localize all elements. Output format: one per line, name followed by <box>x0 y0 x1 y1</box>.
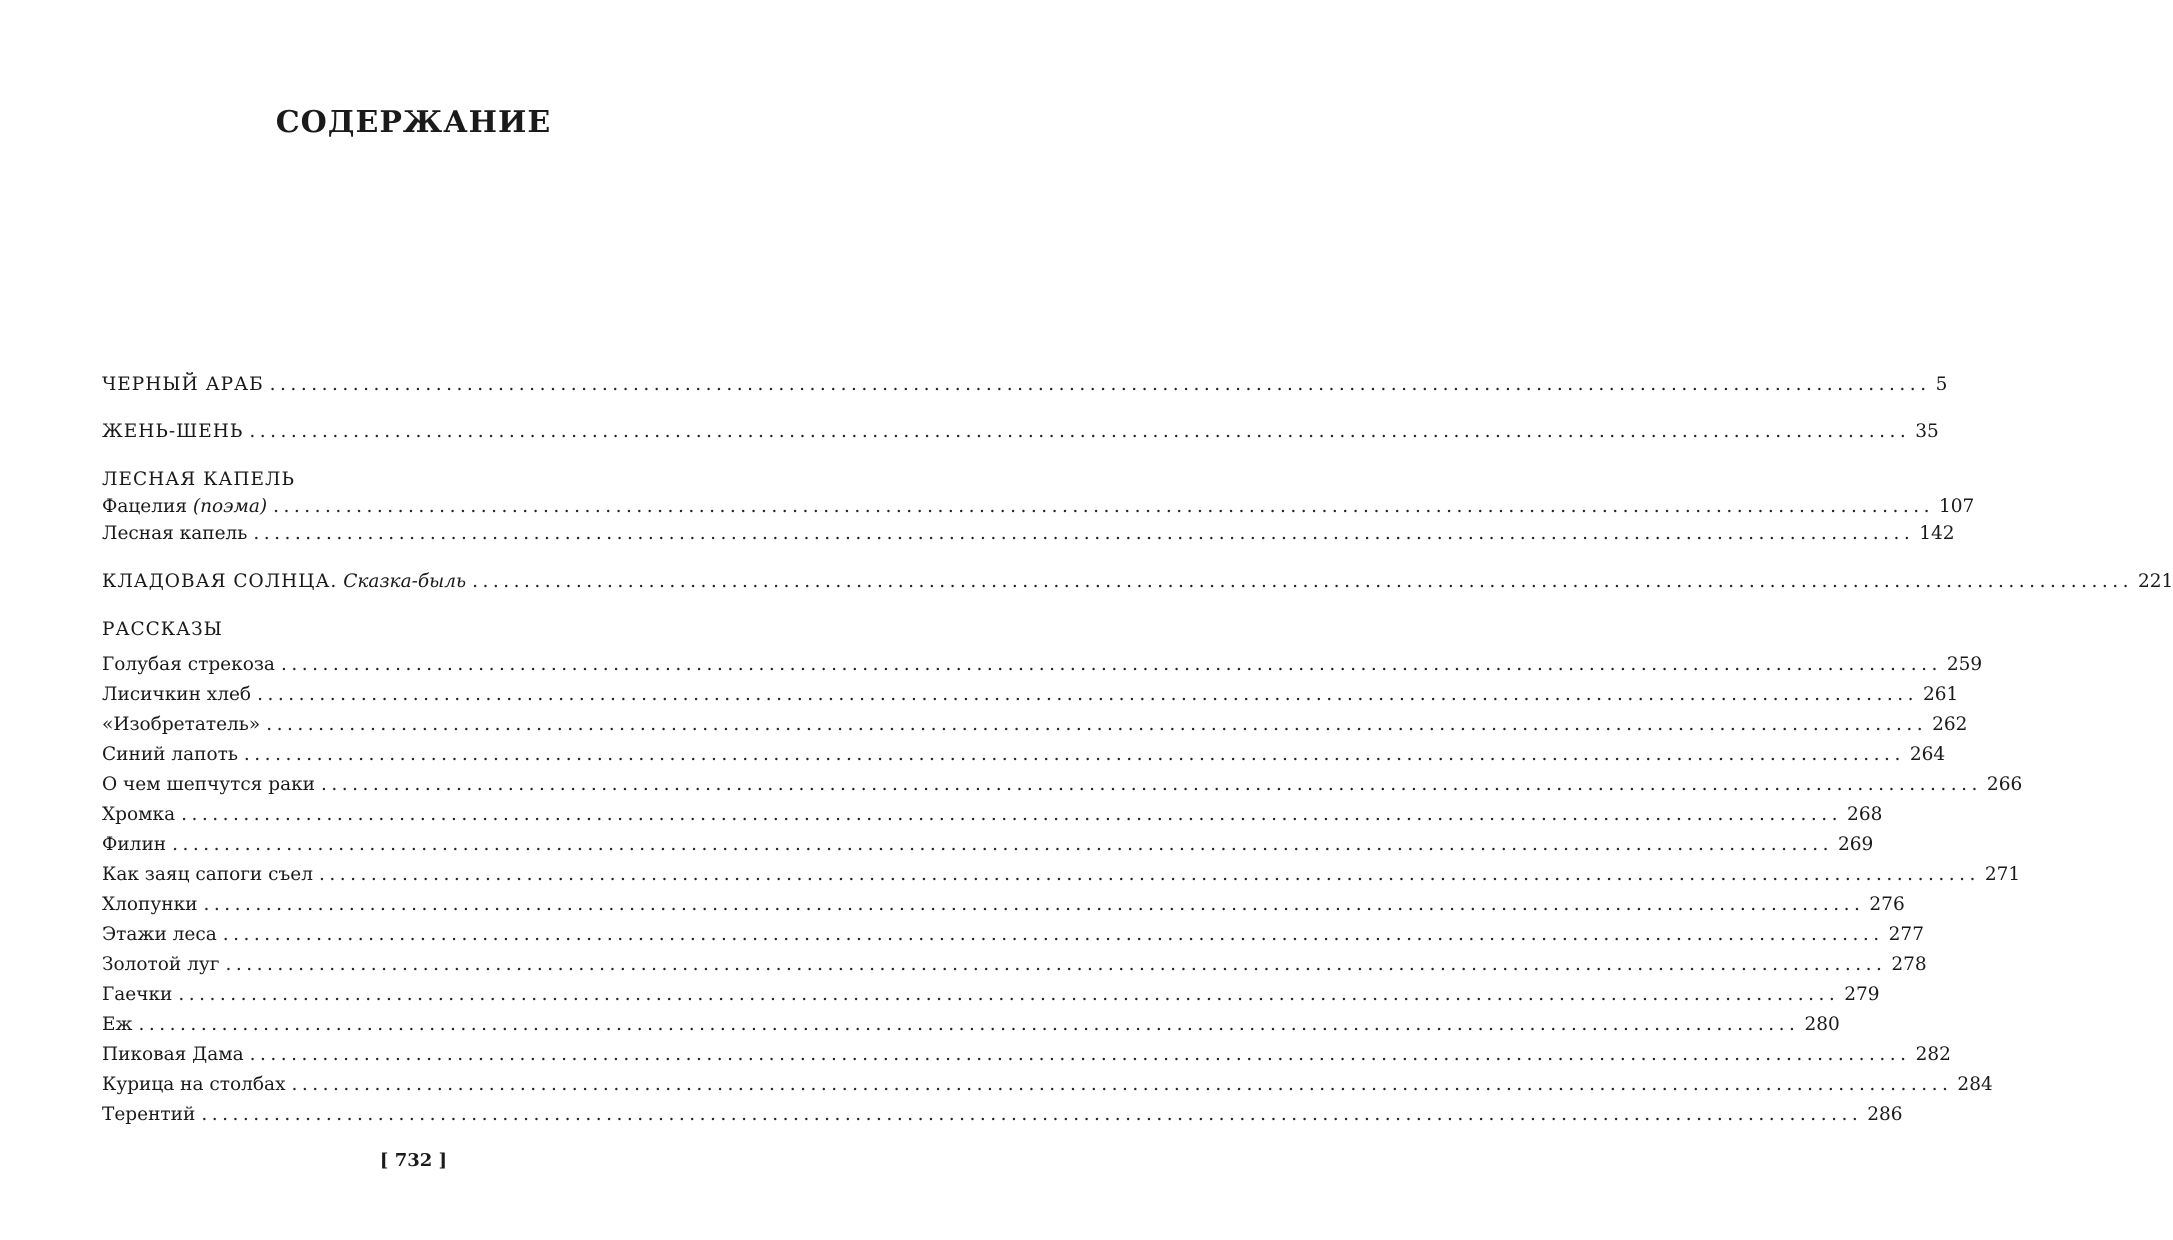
page-title: СОДЕРЖАНИЕ <box>275 105 552 140</box>
leader-dots: ................................................................................................................................................................ <box>269 374 1931 395</box>
toc-entry-label: Лесная капель <box>102 523 248 544</box>
toc-entry-story[interactable] <box>102 1102 1903 1128</box>
toc-entry-page: 286 <box>1867 1104 1903 1125</box>
toc-entry-page: 277 <box>1888 924 1924 945</box>
toc-entry-label: Филин <box>102 834 167 855</box>
leader-dots: ................................................................................................................................................................ <box>181 804 1843 825</box>
toc-entry-page: 35 <box>1915 421 1939 442</box>
leader-dots: ................................................................................................................................................................ <box>138 1014 1800 1035</box>
toc-entry-label: Голубая стрекоза <box>102 654 275 675</box>
toc-entry-story[interactable] <box>102 982 1880 1008</box>
toc-entry-label: Терентий <box>102 1104 196 1125</box>
leader-dots: ................................................................................................................................................................ <box>203 894 1865 915</box>
leader-dots: ................................................................................................................................................................ <box>249 1044 1911 1065</box>
page-number: [ 732 ] <box>379 1150 448 1171</box>
leader-dots: ................................................................................................................................................................ <box>280 654 1942 675</box>
leader-dots: ................................................................................................................................................................ <box>266 714 1928 735</box>
toc-entry-label: ЖЕНЬ-ШЕНЬ <box>102 421 244 442</box>
toc-entry-zhen-shen[interactable] <box>102 419 1939 445</box>
toc-entry-story[interactable] <box>102 892 1905 918</box>
toc-entry-phacelia[interactable] <box>102 494 1975 520</box>
toc-entry-story[interactable] <box>102 1042 1951 1068</box>
toc-entry-sun-pantry[interactable] <box>102 569 2173 595</box>
toc-entry-page: 221 <box>2138 571 2173 592</box>
toc-entry-page: 271 <box>1984 864 2021 885</box>
toc-entry-title: Фацелия <box>102 496 187 517</box>
toc-entry-story[interactable] <box>102 1072 1993 1098</box>
toc-entry-story[interactable] <box>102 832 1874 858</box>
toc-entry-label <box>102 494 267 520</box>
toc-entry-label: Курица на столбах <box>102 1074 286 1095</box>
toc-entry-label: Гаечки <box>102 984 173 1005</box>
toc-entry-label: «Изобретатель» <box>102 714 261 735</box>
toc-entry-story[interactable] <box>102 652 1983 678</box>
toc-entry-page: 279 <box>1844 984 1880 1005</box>
toc-entry-story[interactable] <box>102 712 1968 738</box>
leader-dots: ................................................................................................................................................................ <box>257 684 1918 705</box>
toc-entry-page: 262 <box>1932 714 1968 735</box>
toc-entry-label: О чем шепчутся раки <box>102 774 316 795</box>
leader-dots: ................................................................................................................................................................ <box>249 421 1911 442</box>
section-heading-stories: РАССКАЗЫ <box>102 619 223 640</box>
toc-entry-label: Еж <box>102 1014 133 1035</box>
toc-entry-title: КЛАДОВАЯ СОЛНЦА. <box>102 571 338 592</box>
leader-dots: ................................................................................................................................................................ <box>273 496 1934 517</box>
toc-entry-label <box>102 569 466 595</box>
toc-entry-black-arab[interactable] <box>102 372 1948 398</box>
toc-entry-label: ЧЕРНЫЙ АРАБ <box>102 374 264 395</box>
toc-entry-page: 261 <box>1922 684 1959 705</box>
leader-dots: ................................................................................................................................................................ <box>178 984 1840 1005</box>
leader-dots: ................................................................................................................................................................ <box>243 744 1905 765</box>
leader-dots: ................................................................................................................................................................ <box>225 954 1887 975</box>
toc-entry-page: 142 <box>1919 523 1955 544</box>
toc-entry-page: 259 <box>1946 654 1983 675</box>
toc-entry-story[interactable] <box>102 682 1959 708</box>
toc-entry-label: Этажи леса <box>102 924 217 945</box>
toc-entry-page: 264 <box>1909 744 1946 765</box>
toc-entry-page: 284 <box>1957 1074 1993 1095</box>
toc-entry-page: 5 <box>1935 374 1948 395</box>
toc-entry-story[interactable] <box>102 802 1883 828</box>
toc-entry-label: Хлопунки <box>102 894 198 915</box>
section-heading-forest-drop: ЛЕСНАЯ КАПЕЛЬ <box>102 469 295 490</box>
toc-entry-story[interactable] <box>102 1012 1840 1038</box>
leader-dots: ................................................................................................................................................................ <box>253 523 1915 544</box>
toc-entry-label: Лисичкин хлеб <box>102 684 252 705</box>
toc-entry-page: 276 <box>1869 894 1905 915</box>
toc-entry-label: Пиковая Дама <box>102 1044 244 1065</box>
toc-entry-page: 280 <box>1804 1014 1840 1035</box>
toc-entry-note: Сказка-быль <box>343 571 467 592</box>
toc-entry-story[interactable] <box>102 772 2023 798</box>
toc-entry-label: Синий лапоть <box>102 744 238 765</box>
leader-dots: ................................................................................................................................................................ <box>201 1104 1863 1125</box>
toc-entry-story[interactable] <box>102 742 1946 768</box>
toc-entry-page: 278 <box>1891 954 1927 975</box>
toc-entry-page: 266 <box>1986 774 2023 795</box>
leader-dots: ................................................................................................................................................................ <box>318 864 1980 885</box>
toc-entry-note: (поэма) <box>192 496 268 517</box>
toc-entry-label: Золотой луг <box>102 954 220 975</box>
toc-entry-page: 282 <box>1915 1044 1951 1065</box>
toc-entry-page: 269 <box>1838 834 1874 855</box>
toc-entry-label: Как заяц сапоги съел <box>102 864 313 885</box>
leader-dots: ................................................................................................................................................................ <box>172 834 1834 855</box>
toc-entry-page: 268 <box>1847 804 1883 825</box>
leader-dots: ................................................................................................................................................................ <box>472 571 2133 592</box>
toc-entry-forest-drop[interactable] <box>102 521 1955 547</box>
toc-entry-story[interactable] <box>102 862 2021 888</box>
toc-entry-page: 107 <box>1939 496 1975 517</box>
toc-entry-story[interactable] <box>102 952 1927 978</box>
leader-dots: ................................................................................................................................................................ <box>321 774 1982 795</box>
leader-dots: ................................................................................................................................................................ <box>222 924 1884 945</box>
toc-entry-label: Хромка <box>102 804 176 825</box>
leader-dots: ................................................................................................................................................................ <box>291 1074 1953 1095</box>
table-of-contents <box>102 0 2173 1240</box>
toc-entry-story[interactable] <box>102 922 1924 948</box>
